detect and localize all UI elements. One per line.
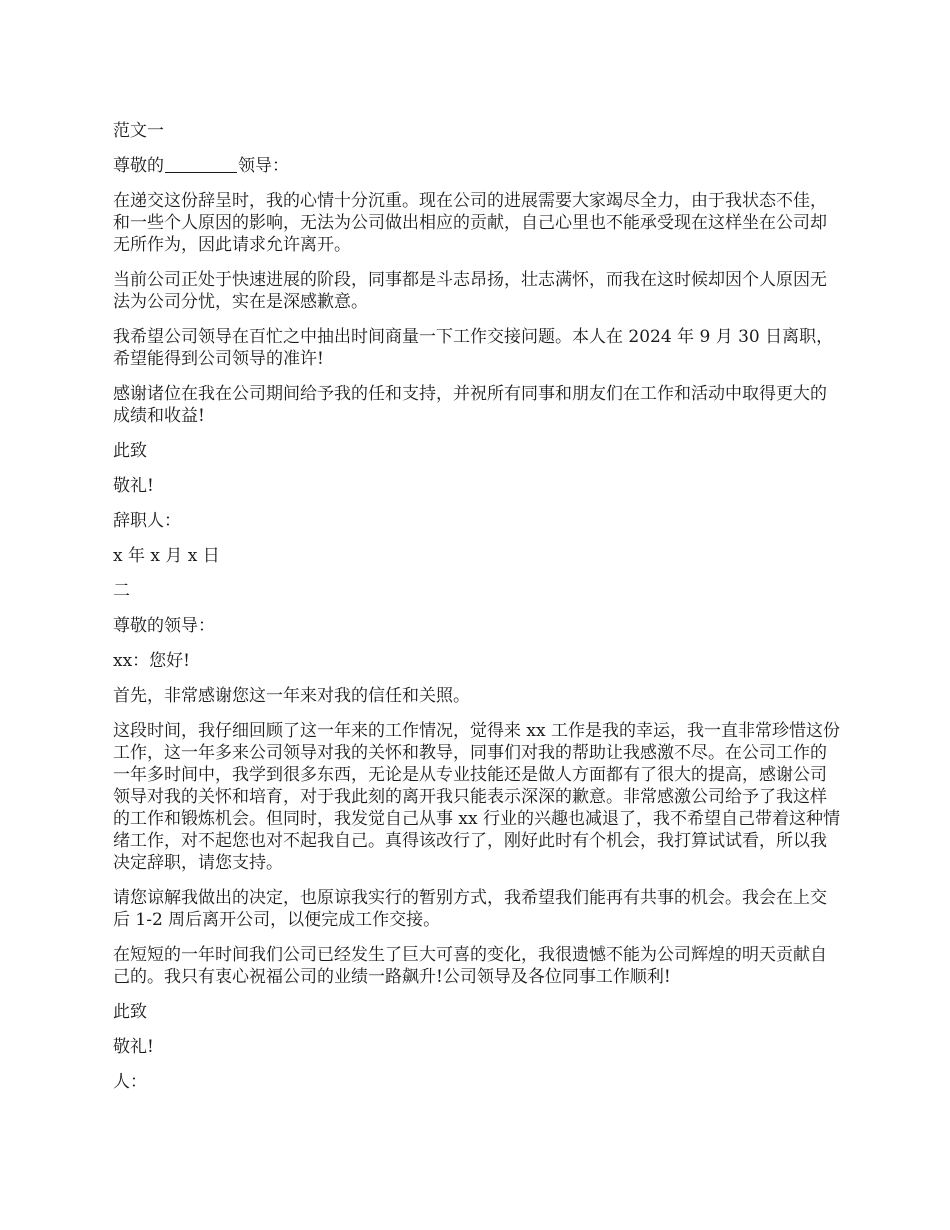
blank-line [165,156,237,173]
letter2-paragraph: 请您谅解我做出的决定，也原谅我实行的暂别方式，我希望我们能再有共事的机会。我会在上交后 1-2 周后离开公司，以便完成工作交接。 [113,888,827,930]
letter1-paragraph: 当前公司正处于快速进展的阶段，同事都是斗志昂扬，壮志满怀，而我在这时候却因个人原因无法为公司分忧，实在是深感歉意。 [113,270,827,312]
letter1-regards: 敬礼! [113,476,154,496]
document-page [113,120,840,1106]
letter1-signer: 辞职人： [113,511,181,531]
salutation-suffix: 领导： [238,156,289,176]
letter2-heading: 二 [113,581,130,601]
letter1-date: x 年 x 月 x 日 [113,546,220,566]
letter1-paragraph: 感谢诸位在我在公司期间给予我的任和支持，并祝所有同事和朋友们在工作和活动中取得更大的成绩和收益! [113,384,827,426]
letter1-salutation [113,155,840,177]
letter2-regards: 敬礼! [113,1037,154,1057]
letter2-greeting: xx：您好! [113,651,191,671]
letter2-salutation: 尊敬的领导： [113,616,215,636]
letter2-signer: 人： [113,1072,147,1092]
letter1-closing: 此致 [113,441,147,461]
letter2-closing: 此致 [113,1002,147,1022]
letter2-paragraph: 在短短的一年时间我们公司已经发生了巨大可喜的变化，我很遗憾不能为公司辉煌的明天贡献自己的。我只有衷心祝福公司的业绩一路飙升!公司领导及各位同事工作顺利! [113,945,827,987]
letter2-paragraph: 这段时间，我仔细回顾了这一年来的工作情况，觉得来 xx 工作是我的幸运，我一直非常珍惜这份工作，这一年多来公司领导对我的关怀和教导，同事们对我的帮助让我感激不尽。在公司工作的一年多时间中，我学到很多东西，无论是从专业技能还是做人方面都有了很大的提高，感谢公司领导对我的关怀和培育，对于我此刻的离开我只能表示深深的歉意。非常感激公司给予了我这样的工作和锻炼机会。但同时，我发觉自己从事 xx 行业的兴趣也减退了，我不希望自己带着这种情绪工作，对不起您也对不起我自己。真得该改行了，刚好此时有个机会，我打算试试看，所以我决定辞职，请您支持。 [113,721,840,873]
letter1-paragraph: 我希望公司领导在百忙之中抽出时间商量一下工作交接问题。本人在 2024 年 9 月 30 日离职，希望能得到公司领导的准许! [113,327,834,369]
letter1-heading: 范文一 [113,121,164,141]
letter2-paragraph: 首先，非常感谢您这一年来对我的信任和关照。 [113,686,470,706]
letter1-paragraph: 在递交这份辞呈时，我的心情十分沉重。现在公司的进展需要大家竭尽全力，由于我状态不佳，和一些个人原因的影响，无法为公司做出相应的贡献，自己心里也不能承受现在这样坐在公司却无所作为，因此请求允许离开。 [113,191,827,255]
salutation-prefix: 尊敬的 [113,156,164,176]
